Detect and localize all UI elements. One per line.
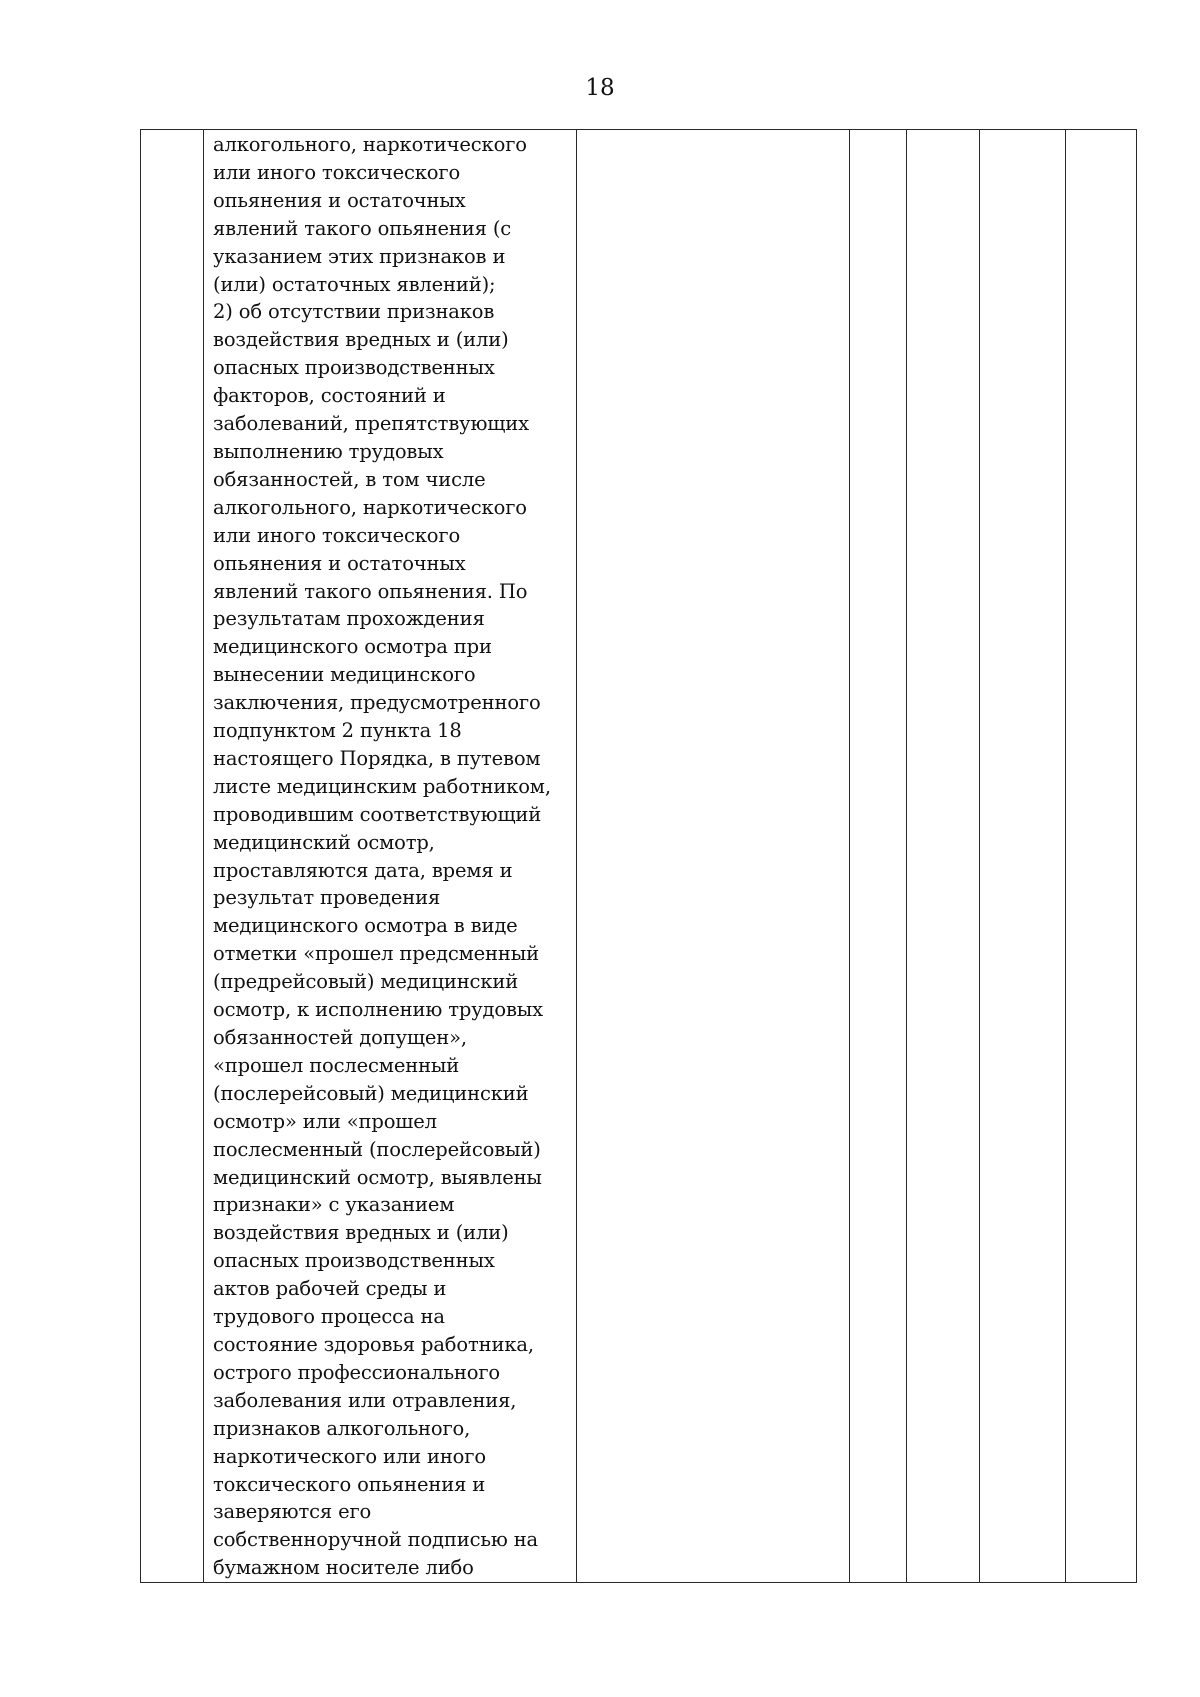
empty-cell — [850, 130, 907, 1583]
text-line: (послерейсовый) медицинский — [213, 1081, 529, 1105]
empty-cell — [907, 130, 980, 1583]
text-line: результатам прохождения — [213, 607, 485, 631]
text-line: заключения, предусмотренного — [213, 691, 541, 715]
text-line: опасных производственных — [213, 1249, 495, 1273]
text-line: алкогольного, наркотического — [213, 133, 527, 156]
text-line: опьянения и остаточных — [213, 551, 466, 575]
text-line: собственноручной подписью на — [213, 1528, 539, 1552]
text-line: осмотр, к исполнению трудовых — [213, 998, 544, 1022]
text-line: (предрейсовый) медицинский — [213, 970, 519, 994]
text-line: выполнению трудовых — [213, 439, 444, 463]
text-line: заверяются его — [213, 1500, 372, 1524]
table-row — [141, 130, 1137, 1583]
text-line: алкогольного, наркотического — [213, 495, 527, 519]
text-line: явлений такого опьянения. По — [213, 579, 528, 603]
text-line: состояние здоровья работника, — [213, 1332, 534, 1356]
page-number: 18 — [585, 75, 615, 101]
text-line: наркотического или иного — [213, 1444, 486, 1468]
text-line: обязанностей, в том числе — [213, 467, 486, 491]
text-line: подпунктом 2 пункта 18 — [213, 719, 462, 743]
text-line: медицинский осмотр, выявлены — [213, 1165, 542, 1189]
text-line: проставляются дата, время и — [213, 858, 513, 882]
requirement-text-cell — [204, 130, 577, 1583]
text-line: заболеваний, препятствующих — [213, 412, 529, 436]
text-line: указанием этих признаков и — [213, 244, 506, 268]
text-line: обязанностей допущен», — [213, 1026, 467, 1049]
text-line: осмотр» или «прошел — [213, 1109, 437, 1133]
text-line: проводившим соответствующий — [213, 802, 542, 826]
text-line: результат проведения — [213, 886, 441, 910]
text-line: опьянения и остаточных — [213, 188, 466, 212]
text-line: факторов, состояний и — [213, 384, 446, 408]
text-line: или иного токсического — [213, 523, 461, 547]
text-line: (или) остаточных явлений); — [213, 272, 496, 296]
requirement-text — [204, 130, 576, 1582]
text-line: медицинского осмотра при — [213, 635, 492, 659]
text-line: вынесении медицинского — [213, 663, 476, 687]
text-line: острого профессионального — [213, 1360, 500, 1384]
text-line: настоящего Порядка, в путевом — [213, 746, 541, 770]
text-line: послесменный (послерейсовый) — [213, 1137, 541, 1161]
text-line: явлений такого опьянения (с — [213, 216, 512, 240]
text-line: признаки» с указанием — [213, 1193, 455, 1217]
text-line: медицинский осмотр, — [213, 830, 435, 854]
text-line: воздействия вредных и (или) — [213, 1221, 509, 1245]
text-line: актов рабочей среды и — [213, 1277, 447, 1301]
text-line: токсического опьянения и — [213, 1472, 486, 1496]
text-line: трудового процесса на — [213, 1305, 445, 1329]
text-line: медицинского осмотра в виде — [213, 914, 518, 938]
text-line: бумажном носителе либо — [213, 1556, 474, 1580]
text-line: отметки «прошел предсменный — [213, 942, 539, 966]
text-line: «прошел послесменный — [213, 1053, 460, 1077]
number-cell — [141, 130, 204, 1583]
text-line: или иного токсического — [213, 160, 461, 184]
text-line: 2) об отсутствии признаков — [213, 300, 495, 324]
text-line: признаков алкогольного, — [213, 1416, 471, 1440]
text-line: заболевания или отравления, — [213, 1388, 517, 1412]
empty-cell — [1066, 130, 1137, 1583]
empty-cell — [577, 130, 850, 1583]
text-line: воздействия вредных и (или) — [213, 328, 509, 352]
text-line: листе медицинским работником, — [213, 774, 551, 798]
empty-cell — [980, 130, 1066, 1583]
requirements-table — [140, 129, 1137, 1583]
text-line: опасных производственных — [213, 356, 495, 380]
